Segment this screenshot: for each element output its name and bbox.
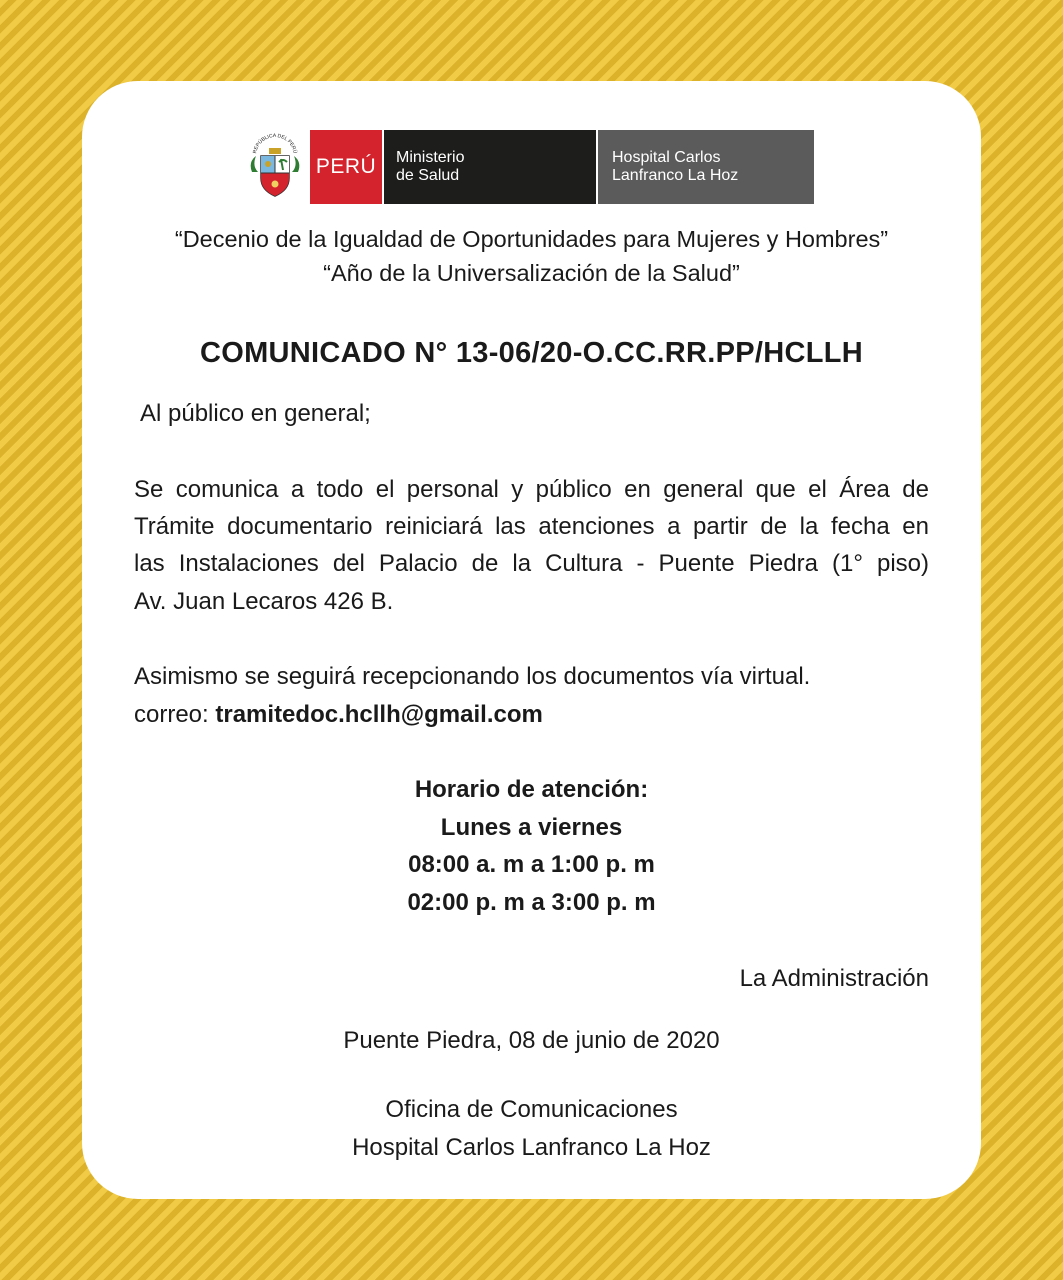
email-line xyxy=(134,701,929,729)
hospital-line-1: Hospital Carlos xyxy=(612,149,721,166)
signature: La Administración xyxy=(739,965,929,992)
schedule-heading: Horario de atención: xyxy=(414,776,649,803)
ministry-block xyxy=(382,130,596,204)
motto-year: “Año de la Universalización de la Salud” xyxy=(323,260,740,286)
paragraph-line: Se comunica a todo el personal y público en general que el Área de xyxy=(134,476,929,503)
peru-label: PERÚ xyxy=(315,155,377,178)
schedule-days: Lunes a viernes xyxy=(440,814,623,841)
paragraph-line: Trámite documentario reiniciará las atenciones a partir de la fecha en xyxy=(134,513,929,540)
paragraph-line: las Instalaciones del Palacio de la Cultura - Puente Piedra (1° piso) xyxy=(134,550,929,577)
footer-line: Oficina de Comunicaciones xyxy=(385,1096,678,1123)
email-address[interactable]: tramitedoc.hcllh@gmail.com xyxy=(215,701,543,728)
motto-decade: “Decenio de la Igualdad de Oportunidades para Mujeres y Hombres” xyxy=(174,226,889,252)
notice-title: COMUNICADO N° 13-06/20-O.CC.RR.PP/HCLLH xyxy=(200,337,863,369)
schedule-slot: 02:00 p. m a 3:00 p. m xyxy=(407,889,656,916)
peru-label-block xyxy=(310,130,382,204)
hospital-line-2: Lanfranco La Hoz xyxy=(612,167,739,184)
paragraph-line: Av. Juan Lecaros 426 B. xyxy=(134,588,394,615)
ministry-line-1: Ministerio xyxy=(396,149,465,166)
institution-header xyxy=(244,130,814,204)
ministry-line-2: de Salud xyxy=(396,167,460,184)
paragraph-virtual: Asimismo se seguirá recepcionando los documentos vía virtual. xyxy=(134,663,811,690)
shield-caption: REPÚBLICA DEL PERÚ xyxy=(252,132,298,155)
peru-coat-of-arms-icon xyxy=(244,130,306,204)
hospital-block xyxy=(596,130,814,204)
place-date: Puente Piedra, 08 de junio de 2020 xyxy=(343,1027,720,1054)
footer-line: Hospital Carlos Lanfranco La Hoz xyxy=(352,1134,711,1161)
greeting: Al público en general; xyxy=(140,400,371,427)
email-label: correo: xyxy=(134,701,216,728)
schedule-slot: 08:00 a. m a 1:00 p. m xyxy=(408,851,655,878)
